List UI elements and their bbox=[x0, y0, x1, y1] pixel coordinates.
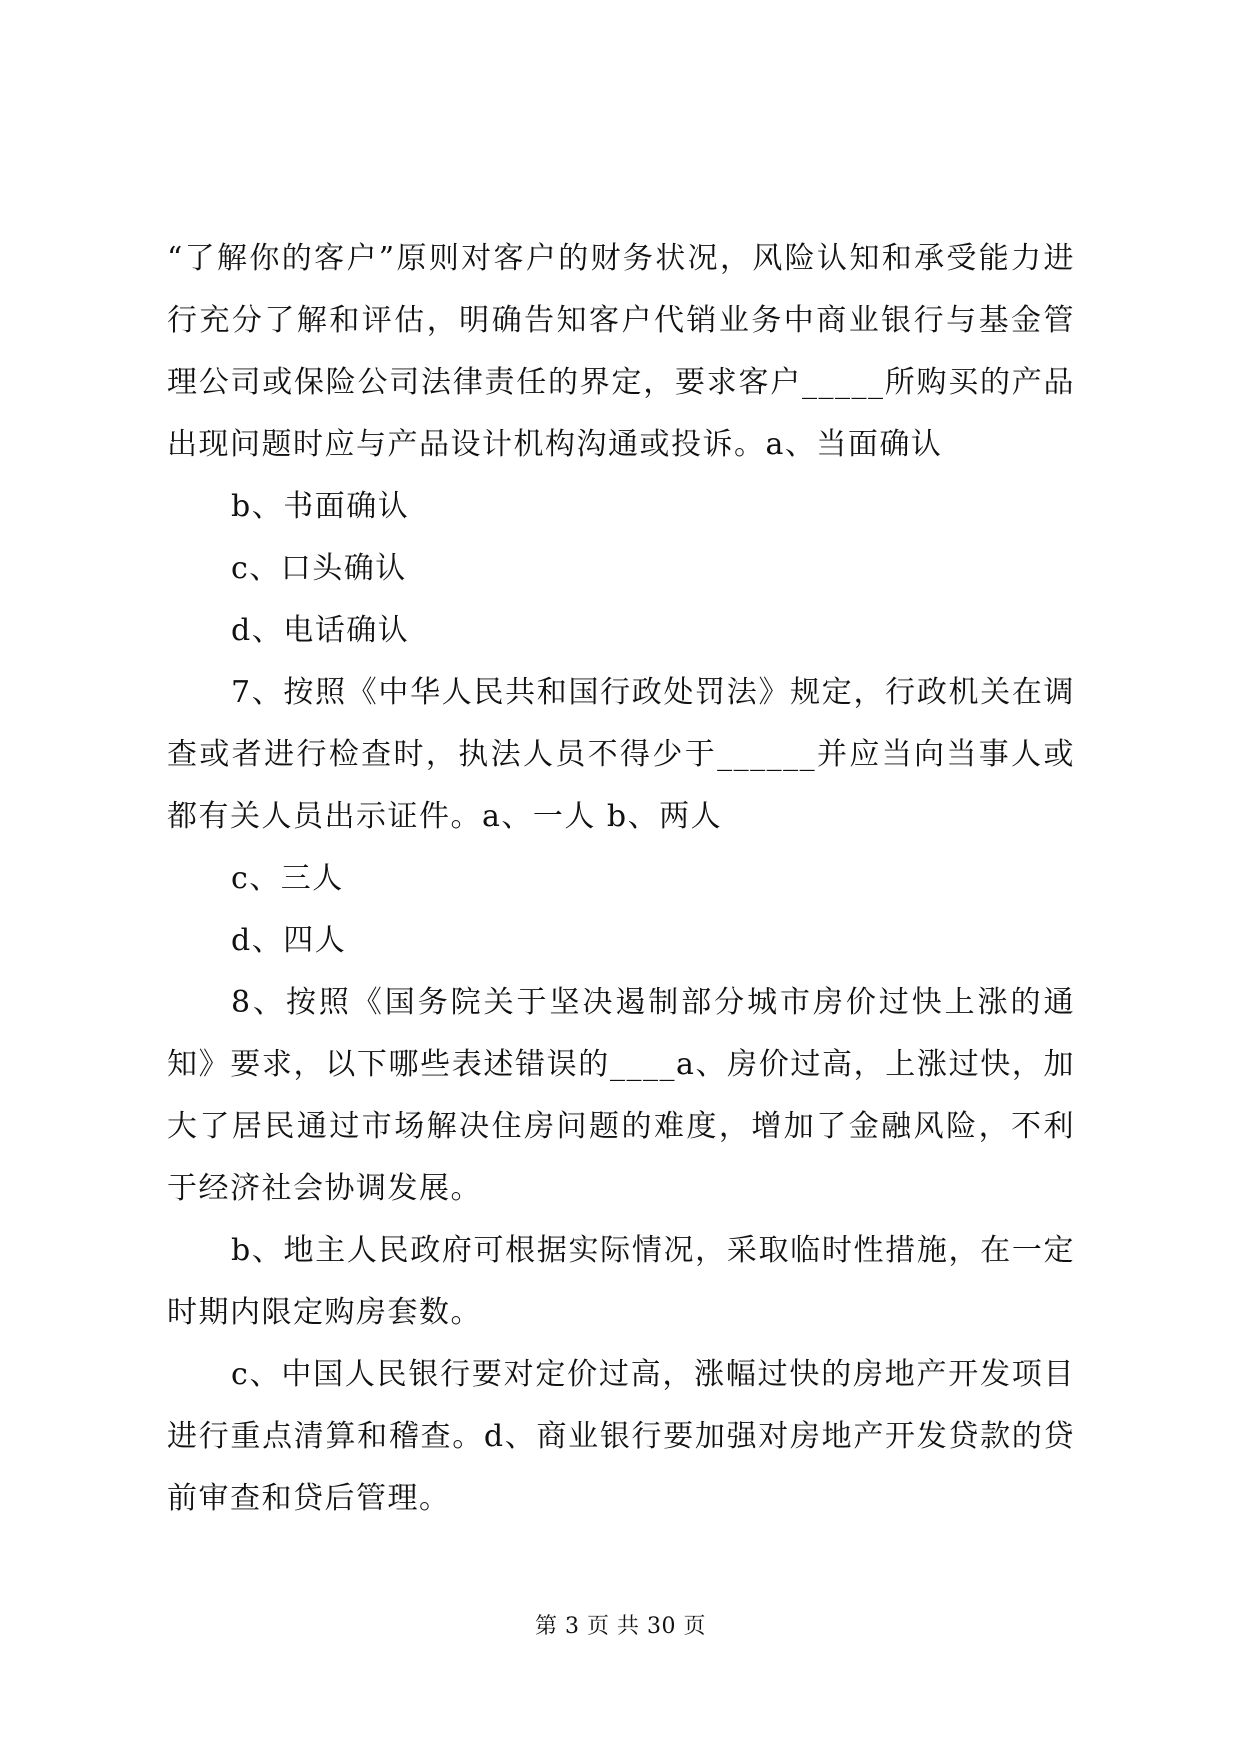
paragraph-3: c、口头确认 bbox=[231, 551, 407, 586]
paragraph-8: 8、按照《国务院关于坚决遏制部分城市房价过快上涨的通知》要求，以下哪些表述错误的____a、房价过高，上涨过快，加大了居民通过市场解决住房问题的难度，增加了金融风险，不利于经济社会协调发展。 bbox=[167, 985, 1075, 1206]
paragraph-10: c、中国人民银行要对定价过高，涨幅过快的房地产开发项目进行重点清算和稽查。d、商业银行要加强对房地产开发贷款的贷前审查和贷后管理。 bbox=[167, 1357, 1075, 1516]
paragraph-1: “了解你的客户”原则对客户的财务状况，风险认知和承受能力进行充分了解和评估，明确告知客户代销业务中商业银行与基金管理公司或保险公司法律责任的界定，要求客户_____所购买的产品出现问题时应与产品设计机构沟通或投诉。a、当面确认 bbox=[167, 241, 1075, 462]
paragraph-2: b、书面确认 bbox=[231, 489, 410, 524]
document-body bbox=[167, 228, 1075, 1530]
paragraph-5: 7、按照《中华人民共和国行政处罚法》规定，行政机关在调查或者进行检查时，执法人员不得少于______并应当向当事人或都有关人员出示证件。a、一人 b、两人 bbox=[167, 675, 1075, 834]
page-number-footer: 第 3 页 共 30 页 bbox=[535, 1614, 706, 1639]
paragraph-7: d、四人 bbox=[231, 923, 347, 958]
paragraph-6: c、三人 bbox=[231, 861, 344, 896]
paragraph-9: b、地主人民政府可根据实际情况，采取临时性措施，在一定时期内限定购房套数。 bbox=[167, 1233, 1075, 1330]
paragraph-4: d、电话确认 bbox=[231, 613, 410, 648]
